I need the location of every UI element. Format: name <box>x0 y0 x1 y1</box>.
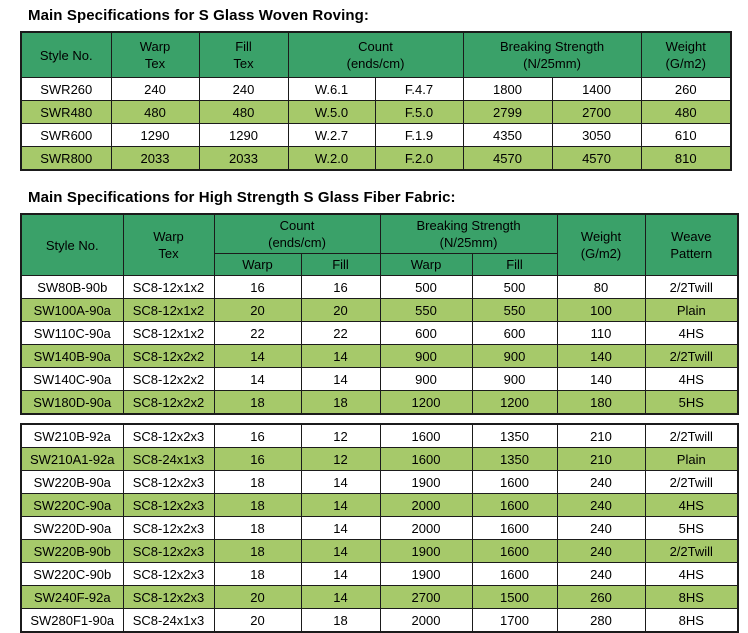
table-cell: SC8-12x2x2 <box>123 345 214 368</box>
table-row <box>21 563 738 586</box>
table-cell: SC8-12x2x3 <box>123 586 214 609</box>
table-cell: 1600 <box>472 471 557 494</box>
table-cell: SW220B-90b <box>21 540 123 563</box>
col-header-count <box>288 32 463 78</box>
table-cell: 480 <box>111 101 199 124</box>
table-cell: 22 <box>214 322 301 345</box>
table-cell: SWR260 <box>21 78 111 101</box>
header-line: Breaking Strength <box>499 39 605 54</box>
subcol-header-count-warp: Warp <box>214 254 301 276</box>
table-cell: SC8-12x2x2 <box>123 391 214 415</box>
table-cell: F.1.9 <box>375 124 463 147</box>
table-cell: 22 <box>301 322 380 345</box>
table-cell: Plain <box>645 299 738 322</box>
table-cell: 900 <box>380 345 472 368</box>
table-row <box>21 147 731 171</box>
table-cell: 18 <box>214 540 301 563</box>
table-cell: 1600 <box>472 517 557 540</box>
col-header-weight <box>641 32 731 78</box>
table-cell: 1350 <box>472 424 557 448</box>
header-line: Breaking Strength <box>416 218 521 233</box>
table-cell: 480 <box>641 101 731 124</box>
table-cell: 1900 <box>380 471 472 494</box>
subcol-header-count-fill: Fill <box>301 254 380 276</box>
table-cell: Plain <box>645 448 738 471</box>
table-cell: 2000 <box>380 609 472 633</box>
header-line: (N/25mm) <box>523 56 581 71</box>
table-row <box>21 494 738 517</box>
table-cell: 1290 <box>111 124 199 147</box>
table-row <box>21 448 738 471</box>
table-cell: SW220D-90a <box>21 517 123 540</box>
table-cell: 600 <box>472 322 557 345</box>
col-header-weave-pattern <box>645 214 738 276</box>
table-cell: 80 <box>557 276 645 299</box>
table-cell: SW180D-90a <box>21 391 123 415</box>
header-line: Fill <box>235 39 252 54</box>
table1-header-row <box>21 32 731 78</box>
col-header-style-no: Style No. <box>21 32 111 78</box>
table-cell: 4HS <box>645 368 738 391</box>
table-cell: 600 <box>380 322 472 345</box>
table-cell: 1290 <box>199 124 288 147</box>
table-cell: 14 <box>214 345 301 368</box>
table-cell: SW210B-92a <box>21 424 123 448</box>
table-cell: 240 <box>557 517 645 540</box>
table-cell: SC8-12x1x2 <box>123 299 214 322</box>
table-cell: SC8-12x2x3 <box>123 563 214 586</box>
table-cell: 140 <box>557 345 645 368</box>
table-cell: 610 <box>641 124 731 147</box>
table-cell: 14 <box>301 563 380 586</box>
table-cell: SC8-12x2x2 <box>123 368 214 391</box>
table-cell: 20 <box>301 299 380 322</box>
header-line: Tex <box>233 56 254 71</box>
table-cell: 16 <box>214 276 301 299</box>
header-line: Count <box>279 218 315 233</box>
table-cell: 550 <box>380 299 472 322</box>
table-cell: 900 <box>472 345 557 368</box>
table-cell: 260 <box>641 78 731 101</box>
table2-block1-body <box>21 276 738 415</box>
table-cell: 2/2Twill <box>645 424 738 448</box>
table-cell: 20 <box>214 609 301 633</box>
table-cell: SC8-12x2x3 <box>123 517 214 540</box>
header-line: Weave <box>671 229 712 244</box>
table-cell: 1350 <box>472 448 557 471</box>
table-cell: SC8-12x2x3 <box>123 494 214 517</box>
table-cell: SW240F-92a <box>21 586 123 609</box>
header-line: Warp <box>139 39 171 54</box>
table-cell: 2700 <box>380 586 472 609</box>
table2-block2-body <box>21 424 738 632</box>
table-cell: SW140C-90a <box>21 368 123 391</box>
table-cell: SC8-24x1x3 <box>123 448 214 471</box>
table-row <box>21 391 738 415</box>
table-cell: 20 <box>214 299 301 322</box>
header-line: Warp <box>153 229 184 244</box>
subcol-header-bs-fill: Fill <box>472 254 557 276</box>
table-cell: 1900 <box>380 563 472 586</box>
table-cell: 1200 <box>472 391 557 415</box>
table-cell: 2700 <box>552 101 641 124</box>
table1-body <box>21 78 731 171</box>
table-cell: 4570 <box>552 147 641 171</box>
table-row <box>21 540 738 563</box>
table-cell: 500 <box>472 276 557 299</box>
header-line: Pattern <box>670 246 713 261</box>
table-cell: 1900 <box>380 540 472 563</box>
table-cell: 180 <box>557 391 645 415</box>
table-cell: 1600 <box>472 563 557 586</box>
table-cell: SC8-12x2x3 <box>123 424 214 448</box>
table-cell: 14 <box>301 517 380 540</box>
table-cell: SC8-12x1x2 <box>123 322 214 345</box>
table-cell: SW100A-90a <box>21 299 123 322</box>
table-cell: 1800 <box>463 78 552 101</box>
table-row <box>21 345 738 368</box>
table-cell: SW220B-90a <box>21 471 123 494</box>
table-cell: W.5.0 <box>288 101 375 124</box>
table-cell: 2000 <box>380 494 472 517</box>
header-line: (G/m2) <box>665 56 706 71</box>
table-cell: 14 <box>301 345 380 368</box>
table-cell: 8HS <box>645 586 738 609</box>
table-cell: 18 <box>301 391 380 415</box>
table-cell: 2799 <box>463 101 552 124</box>
table-cell: 16 <box>301 276 380 299</box>
table-cell: 1700 <box>472 609 557 633</box>
table-cell: 18 <box>214 563 301 586</box>
table-cell: 8HS <box>645 609 738 633</box>
table-cell: 550 <box>472 299 557 322</box>
table-cell: 240 <box>111 78 199 101</box>
table-cell: 14 <box>301 540 380 563</box>
table-row <box>21 517 738 540</box>
table-cell: 240 <box>557 540 645 563</box>
table-cell: F.5.0 <box>375 101 463 124</box>
table-cell: 16 <box>214 448 301 471</box>
header-line: Tex <box>158 246 179 261</box>
col-header-count <box>214 214 380 254</box>
header-line: Tex <box>144 56 166 71</box>
table-cell: 3050 <box>552 124 641 147</box>
table-row <box>21 424 738 448</box>
table-cell: 18 <box>214 391 301 415</box>
table-cell: 14 <box>301 586 380 609</box>
header-line: (ends/cm) <box>346 56 405 71</box>
table-cell: 1400 <box>552 78 641 101</box>
table-row <box>21 368 738 391</box>
table-cell: 4350 <box>463 124 552 147</box>
header-line: Weight <box>580 229 622 244</box>
table-cell: 110 <box>557 322 645 345</box>
table-cell: 900 <box>472 368 557 391</box>
table-cell: 900 <box>380 368 472 391</box>
table-cell: 1600 <box>380 448 472 471</box>
table-cell: 140 <box>557 368 645 391</box>
table-cell: SWR800 <box>21 147 111 171</box>
table2-header-row-1 <box>21 214 738 254</box>
table-cell: 1600 <box>472 494 557 517</box>
table-cell: SC8-12x2x3 <box>123 540 214 563</box>
table-cell: 260 <box>557 586 645 609</box>
table-cell: 14 <box>301 368 380 391</box>
table-cell: SW220C-90a <box>21 494 123 517</box>
woven-roving-table <box>20 31 732 171</box>
table-cell: 18 <box>301 609 380 633</box>
table-cell: SC8-12x2x3 <box>123 471 214 494</box>
table-row <box>21 101 731 124</box>
table-row <box>21 609 738 633</box>
header-line: Weight <box>665 39 706 54</box>
table-cell: 4HS <box>645 322 738 345</box>
table-cell: 240 <box>557 471 645 494</box>
table-cell: 100 <box>557 299 645 322</box>
table-cell: 2033 <box>199 147 288 171</box>
table-cell: 240 <box>199 78 288 101</box>
header-line: Count <box>358 39 393 54</box>
col-header-fill-tex <box>199 32 288 78</box>
table-cell: 12 <box>301 424 380 448</box>
table-cell: 210 <box>557 424 645 448</box>
table-cell: 5HS <box>645 517 738 540</box>
table-row <box>21 299 738 322</box>
table-cell: 2/2Twill <box>645 276 738 299</box>
table-cell: 240 <box>557 494 645 517</box>
col-header-breaking-strength <box>380 214 557 254</box>
table-cell: SC8-12x1x2 <box>123 276 214 299</box>
table-cell: SW140B-90a <box>21 345 123 368</box>
table-cell: F.2.0 <box>375 147 463 171</box>
table-cell: W.2.0 <box>288 147 375 171</box>
table-row <box>21 78 731 101</box>
table-cell: 14 <box>301 494 380 517</box>
table-row <box>21 586 738 609</box>
table-cell: 1600 <box>380 424 472 448</box>
table-cell: SW280F1-90a <box>21 609 123 633</box>
table-cell: 480 <box>199 101 288 124</box>
table-cell: 4HS <box>645 563 738 586</box>
table-cell: 18 <box>214 517 301 540</box>
header-line: (N/25mm) <box>439 235 498 250</box>
table-cell: 240 <box>557 563 645 586</box>
col-header-style-no: Style No. <box>21 214 123 276</box>
table-cell: SW80B-90b <box>21 276 123 299</box>
table-cell: 2/2Twill <box>645 471 738 494</box>
table-cell: 12 <box>301 448 380 471</box>
table-cell: 2/2Twill <box>645 540 738 563</box>
table2-title: Main Specifications for High Strength S Glass Fiber Fabric: <box>28 189 456 206</box>
table-cell: 14 <box>214 368 301 391</box>
table-cell: 4HS <box>645 494 738 517</box>
table-cell: 18 <box>214 494 301 517</box>
table-cell: 2000 <box>380 517 472 540</box>
table-cell: 14 <box>301 471 380 494</box>
table-row <box>21 124 731 147</box>
fiber-fabric-table-block1 <box>20 213 739 415</box>
table-cell: 1600 <box>472 540 557 563</box>
table-cell: 210 <box>557 448 645 471</box>
table-cell: SWR480 <box>21 101 111 124</box>
col-header-weight <box>557 214 645 276</box>
header-line: (G/m2) <box>580 246 622 261</box>
table-cell: SW210A1-92a <box>21 448 123 471</box>
col-header-warp-tex <box>123 214 214 276</box>
table-row <box>21 322 738 345</box>
table-cell: SWR600 <box>21 124 111 147</box>
table-cell: 280 <box>557 609 645 633</box>
table-cell: 810 <box>641 147 731 171</box>
table-cell: W.6.1 <box>288 78 375 101</box>
header-line: (ends/cm) <box>268 235 326 250</box>
table-cell: 1200 <box>380 391 472 415</box>
table-cell: W.2.7 <box>288 124 375 147</box>
subcol-header-bs-warp: Warp <box>380 254 472 276</box>
table-cell: F.4.7 <box>375 78 463 101</box>
table-cell: 5HS <box>645 391 738 415</box>
col-header-breaking-strength <box>463 32 641 78</box>
fiber-fabric-table-block2 <box>20 423 739 633</box>
table-cell: 500 <box>380 276 472 299</box>
table-cell: 18 <box>214 471 301 494</box>
table-cell: 16 <box>214 424 301 448</box>
table-row <box>21 471 738 494</box>
table-cell: 2033 <box>111 147 199 171</box>
col-header-warp-tex <box>111 32 199 78</box>
table-cell: 1500 <box>472 586 557 609</box>
table-cell: SW110C-90a <box>21 322 123 345</box>
table-cell: 2/2Twill <box>645 345 738 368</box>
table-row <box>21 276 738 299</box>
table-cell: SC8-24x1x3 <box>123 609 214 633</box>
table-cell: 20 <box>214 586 301 609</box>
table1-title: Main Specifications for S Glass Woven Roving: <box>28 7 369 24</box>
table-cell: SW220C-90b <box>21 563 123 586</box>
table-cell: 4570 <box>463 147 552 171</box>
